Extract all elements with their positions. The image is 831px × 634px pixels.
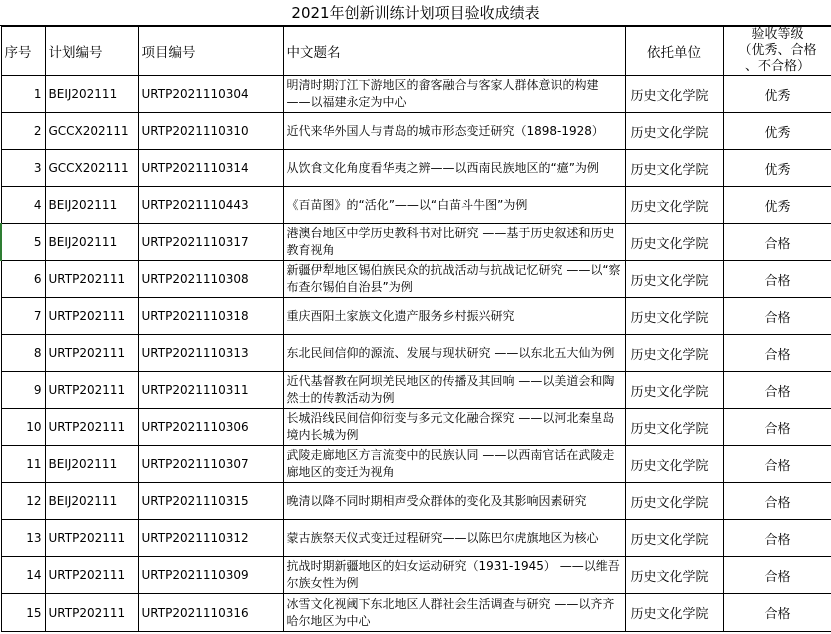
table-row — [1, 372, 831, 409]
cell-plan-no[interactable]: URTP202111 — [45, 557, 138, 594]
cell-title-cn[interactable]: 港澳台地区中学历史教科书对比研究 ——基于历史叙述和历史教育视角 — [283, 224, 625, 261]
cell-title-cn[interactable]: 东北民间信仰的源流、发展与现状研究 ——以东北五大仙为例 — [283, 335, 625, 372]
cell-unit[interactable]: 历史文化学院 — [625, 187, 723, 224]
cell-grade[interactable]: 合格 — [723, 298, 831, 335]
table-row — [1, 483, 831, 520]
cell-title-cn[interactable]: 武陵走廊地区方言流变中的民族认同 ——以西南官话在武陵走廊地区的变迁为视角 — [283, 446, 625, 483]
table-row — [1, 113, 831, 150]
cell-unit[interactable]: 历史文化学院 — [625, 224, 723, 261]
cell-project-no[interactable]: URTP2021110309 — [138, 557, 283, 594]
cell-index[interactable]: 14 — [1, 557, 45, 594]
cell-plan-no[interactable]: URTP202111 — [45, 261, 138, 298]
cell-unit[interactable]: 历史文化学院 — [625, 446, 723, 483]
header-grade[interactable]: 验收等级 （优秀、合格 、不合格） — [723, 27, 831, 76]
cell-project-no[interactable]: URTP2021110304 — [138, 76, 283, 113]
cell-unit[interactable]: 历史文化学院 — [625, 113, 723, 150]
header-title-cn[interactable]: 中文题名 — [283, 27, 625, 76]
table-row — [1, 298, 831, 335]
cell-title-cn[interactable]: 晚清以降不同时期相声受众群体的变化及其影响因素研究 — [283, 483, 625, 520]
cell-unit[interactable]: 历史文化学院 — [625, 372, 723, 409]
cell-grade[interactable]: 合格 — [723, 224, 831, 261]
cell-project-no[interactable]: URTP2021110306 — [138, 409, 283, 446]
cell-title-cn[interactable]: 新疆伊犁地区锡伯族民众的抗战活动与抗战记忆研究 ——以“察布查尔锡伯自治县”为例 — [283, 261, 625, 298]
cell-index[interactable]: 15 — [1, 594, 45, 632]
cell-grade[interactable]: 合格 — [723, 594, 831, 632]
cell-project-no[interactable]: URTP2021110317 — [138, 224, 283, 261]
cell-index[interactable]: 11 — [1, 446, 45, 483]
cell-project-no[interactable]: URTP2021110311 — [138, 372, 283, 409]
cell-project-no[interactable]: URTP2021110314 — [138, 150, 283, 187]
cell-unit[interactable]: 历史文化学院 — [625, 409, 723, 446]
cell-project-no[interactable]: URTP2021110310 — [138, 113, 283, 150]
table-row — [1, 187, 831, 224]
cell-plan-no[interactable]: BEIJ202111 — [45, 187, 138, 224]
cell-grade[interactable]: 合格 — [723, 409, 831, 446]
cell-title-cn[interactable]: 抗战时期新疆地区的妇女运动研究（1931-1945） ——以维吾尔族女性为例 — [283, 557, 625, 594]
cell-index[interactable]: 2 — [1, 113, 45, 150]
header-row — [1, 27, 831, 76]
cell-index[interactable]: 9 — [1, 372, 45, 409]
cell-index[interactable]: 7 — [1, 298, 45, 335]
table-row — [1, 76, 831, 113]
cell-plan-no[interactable]: URTP202111 — [45, 298, 138, 335]
cell-plan-no[interactable]: BEIJ202111 — [45, 76, 138, 113]
cell-plan-no[interactable]: BEIJ202111 — [45, 483, 138, 520]
cell-plan-no[interactable]: GCCX202111 — [45, 113, 138, 150]
cell-plan-no[interactable]: URTP202111 — [45, 520, 138, 557]
header-project-no[interactable]: 项目编号 — [138, 27, 283, 76]
table-row — [1, 261, 831, 298]
cell-unit[interactable]: 历史文化学院 — [625, 594, 723, 632]
cell-grade[interactable]: 优秀 — [723, 150, 831, 187]
table-body — [1, 76, 831, 632]
cell-plan-no[interactable]: URTP202111 — [45, 372, 138, 409]
cell-plan-no[interactable]: BEIJ202111 — [45, 224, 138, 261]
table-row — [1, 224, 831, 261]
results-table — [0, 26, 831, 632]
cell-title-cn[interactable]: 蒙古族祭天仪式变迁过程研究——以陈巴尔虎旗地区为核心 — [283, 520, 625, 557]
cell-plan-no[interactable]: GCCX202111 — [45, 150, 138, 187]
table-row — [1, 409, 831, 446]
cell-project-no[interactable]: URTP2021110315 — [138, 483, 283, 520]
cell-title-cn[interactable]: 近代基督教在阿坝羌民地区的传播及其回响 ——以美道会和陶然士的传教活动为例 — [283, 372, 625, 409]
cell-grade[interactable]: 优秀 — [723, 76, 831, 113]
cell-index[interactable]: 5 — [1, 224, 45, 261]
cell-index[interactable]: 4 — [1, 187, 45, 224]
cell-title-cn[interactable]: 冰雪文化视阈下东北地区人群社会生活调查与研究 ——以齐齐哈尔地区为中心 — [283, 594, 625, 632]
table-row — [1, 557, 831, 594]
cell-index[interactable]: 12 — [1, 483, 45, 520]
header-index[interactable]: 序号 — [1, 27, 45, 76]
cell-index[interactable]: 3 — [1, 150, 45, 187]
cell-unit[interactable]: 历史文化学院 — [625, 483, 723, 520]
cell-project-no[interactable]: URTP2021110308 — [138, 261, 283, 298]
cell-grade[interactable]: 合格 — [723, 261, 831, 298]
cell-plan-no[interactable]: URTP202111 — [45, 335, 138, 372]
cell-index[interactable]: 1 — [1, 76, 45, 113]
cell-project-no[interactable]: URTP2021110307 — [138, 446, 283, 483]
cell-project-no[interactable]: URTP2021110443 — [138, 187, 283, 224]
cell-title-cn[interactable]: 近代来华外国人与青岛的城市形态变迁研究（1898-1928） — [283, 113, 625, 150]
header-unit[interactable]: 依托单位 — [625, 27, 723, 76]
cell-index[interactable]: 8 — [1, 335, 45, 372]
cell-project-no[interactable]: URTP2021110312 — [138, 520, 283, 557]
cell-title-cn[interactable]: 明清时期汀江下游地区的畲客融合与客家人群体意识的构建 ——以福建永定为中心 — [283, 76, 625, 113]
cell-grade[interactable]: 合格 — [723, 335, 831, 372]
cell-project-no[interactable]: URTP2021110316 — [138, 594, 283, 632]
cell-title-cn[interactable]: 《百苗图》的“活化”——以“白苗斗牛图”为例 — [283, 187, 625, 224]
table-row — [1, 150, 831, 187]
cell-unit[interactable]: 历史文化学院 — [625, 298, 723, 335]
cell-unit[interactable]: 历史文化学院 — [625, 557, 723, 594]
header-plan-no[interactable]: 计划编号 — [45, 27, 138, 76]
cell-project-no[interactable]: URTP2021110318 — [138, 298, 283, 335]
cell-index[interactable]: 13 — [1, 520, 45, 557]
cell-grade[interactable]: 优秀 — [723, 113, 831, 150]
cell-grade[interactable]: 合格 — [723, 372, 831, 409]
cell-grade[interactable]: 合格 — [723, 557, 831, 594]
table-row — [1, 520, 831, 557]
cell-grade[interactable]: 合格 — [723, 483, 831, 520]
cell-grade[interactable]: 合格 — [723, 446, 831, 483]
cell-plan-no[interactable]: URTP202111 — [45, 594, 138, 632]
cell-unit[interactable]: 历史文化学院 — [625, 76, 723, 113]
cell-grade[interactable]: 优秀 — [723, 187, 831, 224]
cell-unit[interactable]: 历史文化学院 — [625, 520, 723, 557]
cell-plan-no[interactable]: BEIJ202111 — [45, 446, 138, 483]
cell-unit[interactable]: 历史文化学院 — [625, 261, 723, 298]
cell-project-no[interactable]: URTP2021110313 — [138, 335, 283, 372]
cell-index[interactable]: 10 — [1, 409, 45, 446]
cell-grade[interactable]: 合格 — [723, 520, 831, 557]
sheet-title[interactable]: 2021年创新训练计划项目验收成绩表 — [0, 0, 831, 26]
cell-title-cn[interactable]: 从饮食文化角度看华夷之辨——以西南民族地区的“癔”为例 — [283, 150, 625, 187]
cell-title-cn[interactable]: 长城沿线民间信仰衍变与多元文化融合探究 ——以河北秦皇岛境内长城为例 — [283, 409, 625, 446]
table-row — [1, 335, 831, 372]
cell-unit[interactable]: 历史文化学院 — [625, 335, 723, 372]
table-row — [1, 446, 831, 483]
cell-index[interactable]: 6 — [1, 261, 45, 298]
cell-title-cn[interactable]: 重庆酉阳土家族文化遗产服务乡村振兴研究 — [283, 298, 625, 335]
table-row — [1, 594, 831, 632]
cell-unit[interactable]: 历史文化学院 — [625, 150, 723, 187]
cell-plan-no[interactable]: URTP202111 — [45, 409, 138, 446]
